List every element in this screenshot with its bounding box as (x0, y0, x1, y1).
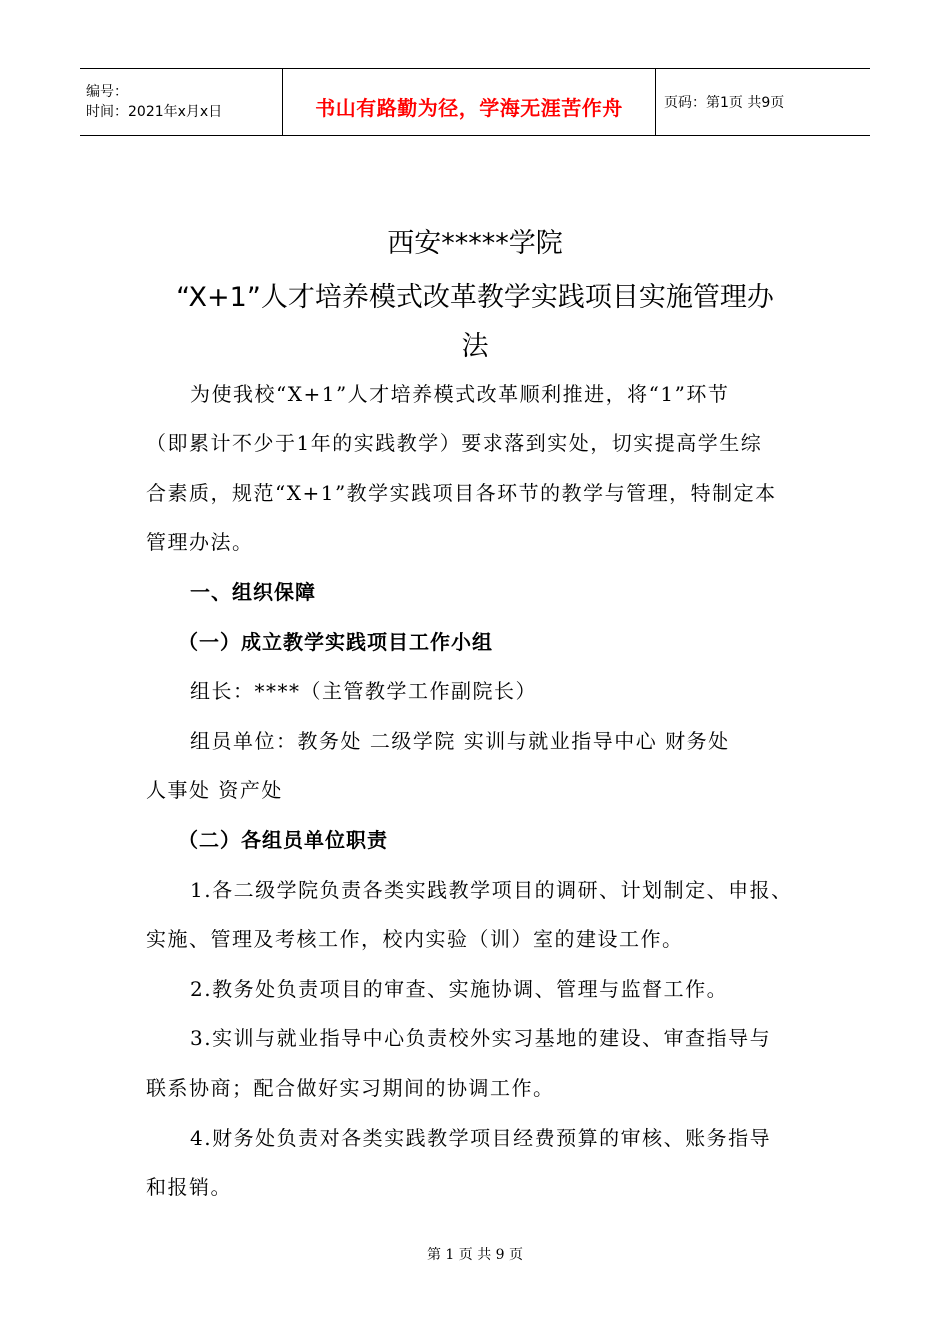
intro-line-2: （即累计不少于1年的实践教学）要求落到实处，切实提高学生综 (146, 431, 763, 455)
number-label: 编号： (86, 84, 128, 100)
item-1-line-1: 1.各二级学院负责各类实践教学项目的调研、计划制定、申报、 (190, 878, 793, 902)
page-footer: 第 1 页 共 9 页 (426, 1247, 524, 1263)
item-1-line-2: 实施、管理及考核工作，校内实验（训）室的建设工作。 (146, 927, 684, 951)
intro-line-1: 为使我校“X+1”人才培养模式改革顺利推进，将“1”环节 (190, 382, 730, 406)
leader-line: 组长：****（主管教学工作副院长） (190, 679, 537, 703)
header-meta (80, 69, 282, 135)
item-3-line-1: 3.实训与就业指导中心负责校外实习基地的建设、审查指导与 (190, 1026, 772, 1050)
item-4-line-2: 和报销。 (146, 1175, 232, 1199)
members-line-2: 人事处 资产处 (146, 778, 283, 802)
page-label: 页码：第1页 共9页 (664, 95, 785, 111)
subheading-2: （二）各组员单位职责 (178, 828, 388, 852)
motto: 书山有路勤为径，学海无涯苦作舟 (315, 95, 623, 120)
title-line-2: “X+1”人才培养模式改革教学实践项目实施管理办 (176, 282, 774, 313)
item-3-line-2: 联系协商；配合做好实习期间的协调工作。 (146, 1076, 555, 1100)
intro-line-4: 管理办法。 (146, 530, 254, 554)
title-line-3: 法 (461, 331, 489, 362)
intro-line-3: 合素质，规范“X+1”教学实践项目各环节的教学与管理，特制定本 (146, 481, 777, 505)
header-table (80, 68, 870, 136)
time-label: 时间：2021年x月x日 (86, 104, 223, 120)
members-line-1: 组员单位：教务处 二级学院 实训与就业指导中心 财务处 (190, 729, 730, 753)
title-line-1: 西安*****学院 (387, 228, 563, 259)
item-4-line-1: 4.财务处负责对各类实践教学项目经费预算的审核、账务指导 (190, 1126, 772, 1150)
section-heading-1: 一、组织保障 (190, 580, 316, 604)
header-motto-cell (282, 69, 656, 135)
item-2: 2.教务处负责项目的审查、实施协调、管理与监督工作。 (190, 977, 729, 1001)
header-page-cell (656, 69, 870, 135)
subheading-1: （一）成立教学实践项目工作小组 (178, 630, 493, 654)
